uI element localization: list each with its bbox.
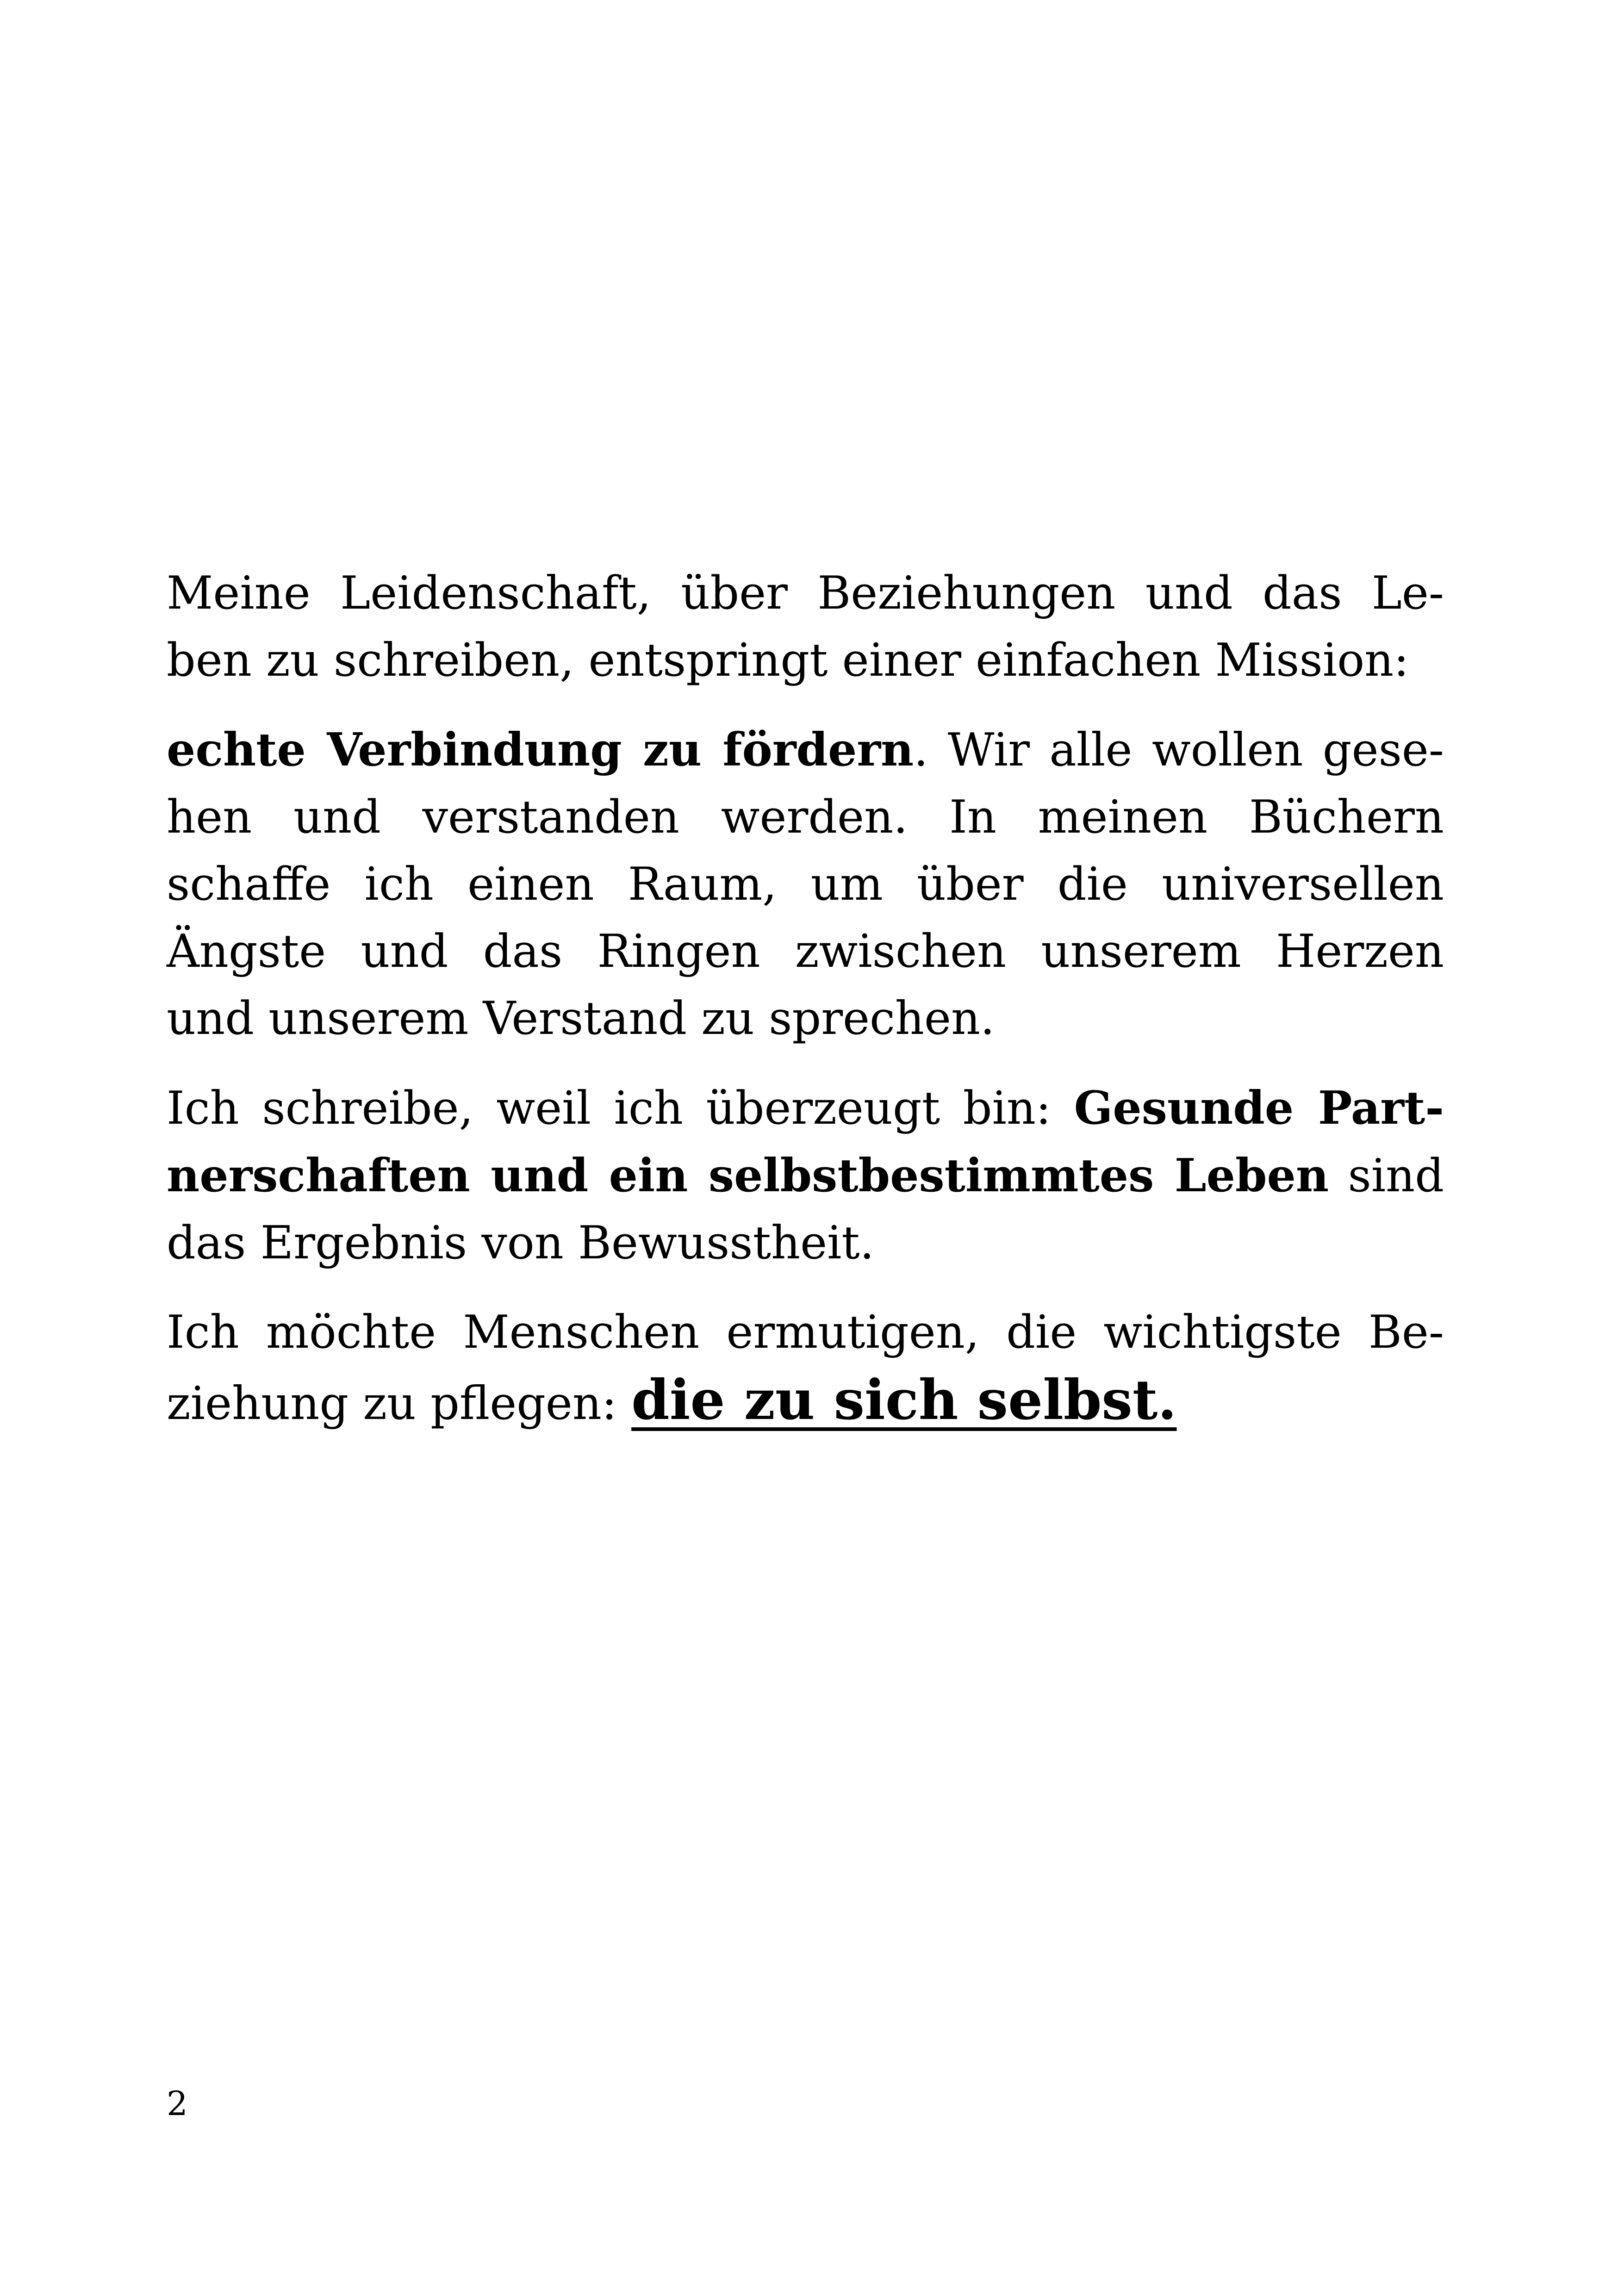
text-line bbox=[167, 1142, 1444, 1210]
text-line: ben zu schreiben, entspringt einer einfachen Mission: bbox=[167, 634, 1409, 687]
text-fragment: Ich schreibe, weil ich überzeugt bin: bbox=[167, 1082, 1074, 1135]
bold-phrase: Gesunde Part- bbox=[1074, 1082, 1444, 1135]
paragraph-1 bbox=[167, 560, 1444, 694]
paragraph-2 bbox=[167, 716, 1444, 1052]
text-fragment: sind bbox=[1329, 1150, 1444, 1202]
text-line: das Ergebnis von Bewusstheit. bbox=[167, 1217, 874, 1269]
text-line: Meine Leidenschaft, über Beziehungen und das Le- bbox=[167, 567, 1444, 620]
text-line bbox=[167, 1366, 1444, 1437]
text-fragment: ziehung zu pflegen: bbox=[167, 1377, 632, 1430]
text-line: Ich möchte Menschen ermutigen, die wichtigste Be- bbox=[167, 1306, 1444, 1359]
text-line bbox=[167, 716, 1444, 784]
bold-phrase: echte Verbindung zu fördern bbox=[167, 723, 914, 777]
paragraph-4 bbox=[167, 1299, 1444, 1437]
bold-phrase: nerschaften und ein selbstbestimmtes Leben bbox=[167, 1149, 1329, 1202]
underlined-emphasis: die zu sich selbst. bbox=[631, 1368, 1177, 1432]
text-line: schaffe ich einen Raum, um über die universellen bbox=[167, 858, 1444, 911]
text-fragment: . Wir alle wollen gese- bbox=[914, 724, 1444, 777]
paragraph-3 bbox=[167, 1075, 1444, 1277]
body-text bbox=[167, 560, 1444, 1460]
text-line: hen und verstanden werden. In meinen Büchern bbox=[167, 791, 1444, 844]
page-number: 2 bbox=[167, 2084, 188, 2123]
text-line bbox=[167, 1075, 1444, 1142]
text-line: Ängste und das Ringen zwischen unserem Herzen bbox=[167, 925, 1444, 978]
text-line: und unserem Verstand zu sprechen. bbox=[167, 992, 995, 1045]
